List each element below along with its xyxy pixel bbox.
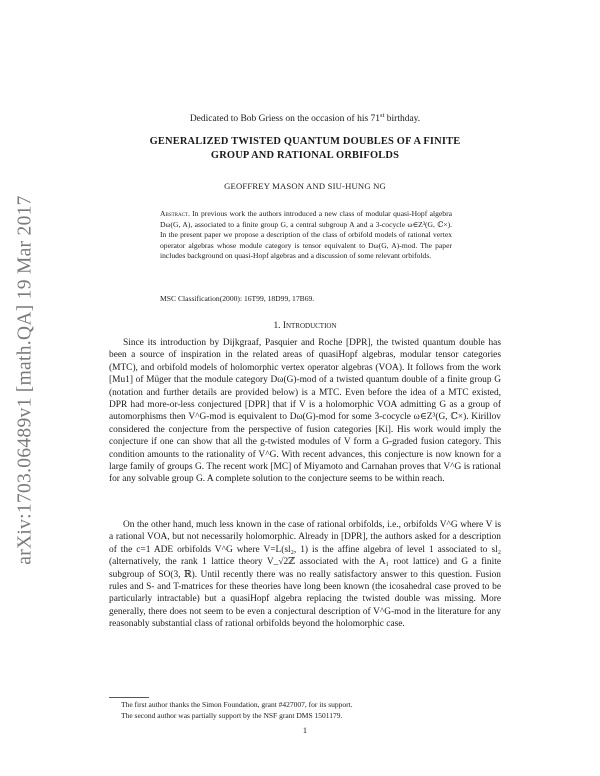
- dedication-ordinal: st: [380, 112, 385, 119]
- intro-paragraph-1: Since its introduction by Dijkgraaf, Pasquier and Roche [DPR], the twisted quantum double has been a source of inspiration in the related areas of quasiHopf algebras, modular tensor categories (MTC), and orbifold models of holomorphic vertex operator algebras (VOA). It follows from the work [Mu1] of Müger that the module category Dω(G)-mod of a twisted quantum double of a finite group G (notation and further details are provided below) is a MTC. Even before the idea of a MTC existed, DPR had more-or-less conjectured [DPR] that if V is a holomorphic VOA admitting G as a group of automorphisms then V^G-mod is equivalent to Dω(G)-mod for some 3-cocycle ω∈Z³(G, ℂ×). Kirillov considered the conjecture from the perspective of fusion categories [Ki]. His work would imply the conjecture if one can show that all the g-twisted modules of V form a G-graded fusion category. This condition amounts to the rationality of V^G. With recent advances, this conjecture is now known for a large family of groups G. The recent work [MC] of Miyamoto and Carnahan proves that V^G is rational for any solvable group G. A complete solution to the conjecture seems to be within reach.: [109, 338, 501, 485]
- footnote-1: The first author thanks the Simon Foundation, grant #427007, for its support.: [121, 700, 353, 709]
- footnote-2: The second author was partially support by the NSF grant DMS 1501179.: [121, 711, 343, 720]
- intro-paragraph-2: On the other hand, much less known in the case of rational orbifolds, i.e., orbifolds V^G where V is a rational VOA, but not necessarily holomorphic. Already in [DPR], the authors asked for a description of the c=1 ADE orbifolds V^G where V=L(sl₂, 1) is the affine algebra of level 1 associated to sl₂ (alternatively, the rank 1 lattice theory V_√2ℤ associated with the A₁ root lattice) and G a finite subgroup of SO(3, ℝ). Until recently there was no really satisfactory answer to this question. Fusion rules and S- and T-matrices for these theories have long been known (the icosahedral case proved to be particularly intractable) but a quasiHopf algebra replacing the twisted double was missing. More generally, there does not seem to be even a conjectural description of V^G-mod in the literature for any reasonably substantial class of rational orbifolds beyond the holomorphic case.: [109, 520, 501, 630]
- abstract: [160, 209, 452, 262]
- dedication-text: Dedicated to Bob Griess on the occasion of his 71: [189, 114, 381, 125]
- footnote-divider: [109, 697, 149, 698]
- title-line-1: GENERALIZED TWISTED QUANTUM DOUBLES OF A FINITE: [149, 136, 461, 147]
- arxiv-stamp: [8, 185, 44, 575]
- dedication-tail: birthday.: [384, 114, 421, 125]
- section-number: 1.: [273, 321, 281, 331]
- arxiv-stamp-text: arXiv:1703.06489v1 [math.QA] 19 Mar 2017: [15, 195, 37, 565]
- abstract-text: In previous work the authors introduced a new class of modular quasi-Hopf algebra Dω(G, A), associated to a finite group G, a central subgroup A and a 3-cocycle ω∈Z³(G, ℂ×). In the present paper we propose a description of the class of orbifold models of rational vertex operator algebras whose module category is tensor equivalent to Dω(G, A)-mod. The paper includes background on quasi-Hopf algebras and a discussion of some relevant orbifolds.: [160, 209, 452, 261]
- msc-classification: MSC Classification(2000): 16T99, 18D99, 17B69.: [160, 294, 315, 303]
- title-line-2: GROUP AND RATIONAL ORBIFOLDS: [210, 150, 400, 161]
- abstract-heading: Abstract.: [160, 209, 190, 218]
- page-number: 1: [302, 726, 308, 735]
- paper-title: [109, 135, 501, 163]
- section-heading: [109, 321, 501, 331]
- dedication: [109, 112, 501, 124]
- section-title: Introduction: [282, 321, 337, 331]
- authors: GEOFFREY MASON AND SIU-HUNG NG: [224, 181, 386, 191]
